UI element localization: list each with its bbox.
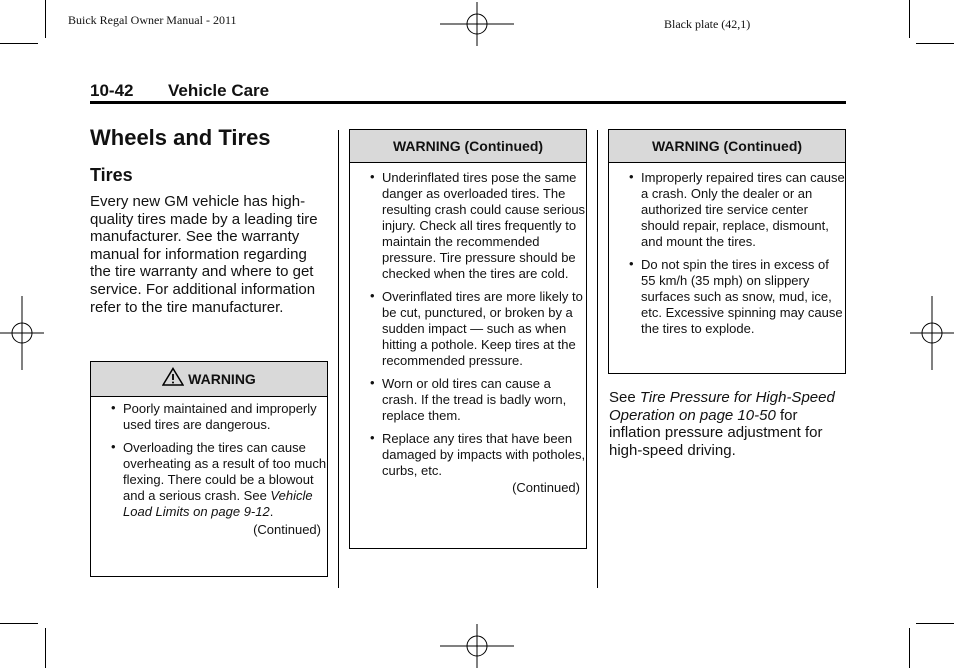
- list-item: • Overloading the tires can cause overheating as a result of too much flexing. There could be a blowout and a serious crash. See Vehicle Load Limits on page 9-12.: [111, 439, 327, 519]
- bullet: •: [111, 439, 116, 454]
- list-item: • Replace any tires that have been damaged by impacts with potholes, curbs, etc.: [370, 430, 586, 478]
- warning-title: WARNING (Continued): [651, 138, 803, 154]
- crop-mark: [45, 628, 46, 668]
- warning-header: [609, 130, 845, 163]
- warning-header: [350, 130, 586, 163]
- registration-mark-icon: [0, 296, 44, 370]
- continued-label: (Continued): [253, 522, 321, 537]
- list-item: • Poorly maintained and improperly used tires are dangerous.: [111, 400, 317, 432]
- crop-mark: [45, 0, 46, 38]
- cross-reference: Vehicle Load Limits on page 9-12: [123, 488, 313, 519]
- warning-box-continued: [608, 129, 846, 374]
- section-title: Vehicle Care: [168, 81, 270, 100]
- bullet: •: [111, 400, 116, 415]
- bullet: •: [370, 430, 375, 445]
- bullet: •: [370, 288, 375, 303]
- column-divider: [597, 130, 598, 588]
- crop-mark: [0, 43, 38, 44]
- crop-mark: [909, 628, 910, 668]
- column-divider: [338, 130, 339, 588]
- see-paragraph: See Tire Pressure for High-Speed Operation on page 10-50 for inflation pressure adjustment for high-speed driving.: [609, 389, 835, 459]
- running-header-left: Buick Regal Owner Manual - 2011: [68, 13, 237, 27]
- warning-title: WARNING: [188, 371, 256, 387]
- bullet: •: [370, 375, 375, 390]
- bullet: •: [629, 169, 634, 184]
- registration-mark-icon: [440, 2, 514, 46]
- continued-label: (Continued): [512, 480, 580, 495]
- page-number: 10-42: [90, 81, 134, 100]
- registration-mark-icon: [910, 296, 954, 370]
- header-rule: [90, 101, 846, 104]
- list-item: • Do not spin the tires in excess of 55 km/h (35 mph) on slippery surfaces such as snow, mud, ice, etc. Excessive spinning may cause the tires to explode.: [629, 256, 843, 336]
- running-header-right: Black plate (42,1): [664, 17, 751, 31]
- list-item: • Worn or old tires can cause a crash. If the tread is badly worn, replace them.: [370, 375, 567, 423]
- warning-header: [91, 362, 327, 397]
- warning-box-continued: [349, 129, 587, 549]
- warning-box: [90, 361, 328, 577]
- crop-mark: [0, 623, 38, 624]
- registration-mark-icon: [440, 624, 514, 668]
- warning-triangle-icon: [162, 367, 184, 386]
- list-item: • Overinflated tires are more likely to be cut, punctured, or broken by a sudden impact — such as when hitting a pothole. Keep tires at the recommended pressure.: [370, 288, 583, 368]
- crop-mark: [909, 0, 910, 38]
- section-header: [90, 81, 846, 101]
- crop-mark: [916, 623, 954, 624]
- warning-title: WARNING (Continued): [392, 138, 544, 154]
- subheading: Tires: [90, 165, 133, 185]
- list-item: • Improperly repaired tires can cause a crash. Only the dealer or an authorized tire service center should repair, replace, dismount, and mount the tires.: [629, 169, 845, 249]
- crop-mark: [916, 43, 954, 44]
- page-heading: Wheels and Tires: [90, 125, 271, 150]
- cross-reference: Tire Pressure for High-Speed Operation on page 10-50: [609, 389, 835, 424]
- list-item: • Underinflated tires pose the same danger as overloaded tires. The resulting crash could cause serious injury. Check all tires frequently to maintain the recommended pressure. Tire pressure should be checked when the tires are cold.: [370, 169, 586, 281]
- bullet: •: [629, 256, 634, 271]
- intro-paragraph: Every new GM vehicle has high-quality tires made by a leading tire manufacturer. See the warranty manual for information regarding the tire warranty and where to get service. For additional information refer to the tire manufacturer.: [90, 193, 318, 316]
- bullet: •: [370, 169, 375, 184]
